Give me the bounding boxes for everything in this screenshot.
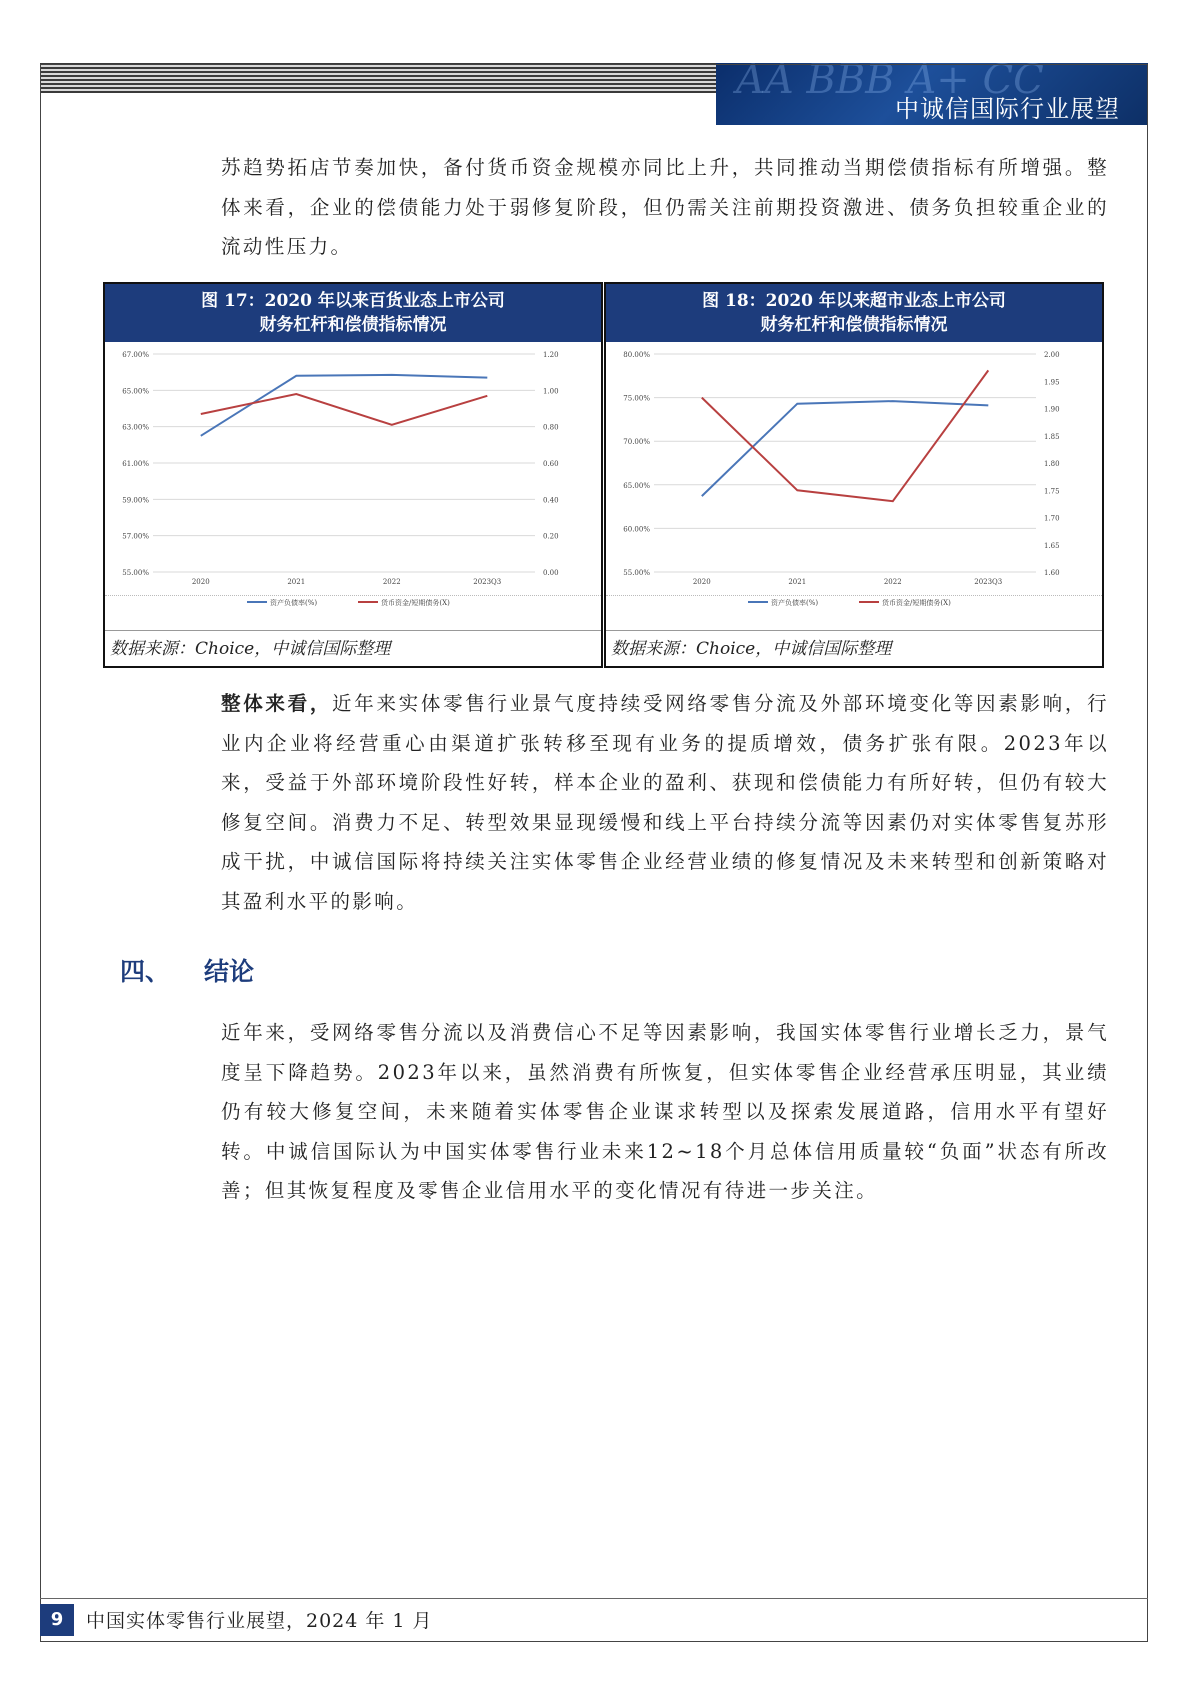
figure-18 (604, 282, 1104, 668)
paragraph-overall (221, 684, 1109, 921)
y-right-tick-label: 1.60 (1044, 569, 1060, 577)
y-right-tick-label: 0.80 (543, 423, 559, 432)
y-left-tick-label: 63.00% (122, 423, 149, 432)
y-left-tick-label: 65.00% (623, 481, 650, 490)
legend-entry: 货币资金/短期债务(X) (381, 599, 450, 607)
section-title: 结论 (204, 957, 255, 986)
figure-17-source: 数据来源：Choice，中诚信国际整理 (105, 630, 601, 666)
legend-entry: 货币资金/短期债务(X) (882, 599, 951, 607)
y-right-tick-label: 1.70 (1044, 514, 1060, 523)
x-tick-label: 2023Q3 (974, 578, 1003, 586)
figure-18-source: 数据来源：Choice，中诚信国际整理 (606, 630, 1102, 666)
chart-17-department-stores (107, 344, 601, 628)
y-right-tick-label: 1.85 (1044, 432, 1060, 441)
paragraph-liquidity: 苏趋势拓店节奏加快，备付货币资金规模亦同比上升，共同推动当期偿债指标有所增强。整体来看，企业的偿债能力处于弱修复阶段，但仍需关注前期投资激进、债务负担较重企业的流动性压力。 (221, 156, 1109, 258)
paragraph-conclusion: 近年来，受网络零售分流以及消费信心不足等因素影响，我国实体零售行业增长乏力，景气度呈下降趋势。2023年以来，虽然消费有所恢复，但实体零售企业经营承压明显，其业绩仍有较大修复空间，未来随着实体零售企业谋求转型以及探索发展道路，信用水平有望好转。中诚信国际认为中国实体零售行业未来12~18个月总体信用质量较“负面”状态有所改善；但其恢复程度及零售企业信用水平的变化情况有待进一步关注。 (221, 1021, 1109, 1202)
y-right-tick-label: 1.00 (543, 387, 559, 396)
footer-report-title: 中国实体零售行业展望，2024 年 1 月 (86, 1610, 433, 1632)
y-left-tick-label: 55.00% (623, 569, 650, 577)
y-right-tick-label: 1.80 (1044, 460, 1060, 468)
y-right-tick-label: 2.00 (1044, 351, 1060, 359)
series-line-cash-to-short-debt (702, 370, 989, 501)
figure-17-title-line2: 财务杠杆和偿债指标情况 (259, 315, 447, 335)
y-left-tick-label: 67.00% (122, 351, 149, 359)
figure-18-title-line2: 财务杠杆和偿债指标情况 (760, 315, 948, 335)
y-left-tick-label: 70.00% (623, 438, 650, 447)
y-left-tick-label: 60.00% (623, 525, 650, 534)
figure-18-title (606, 284, 1102, 342)
y-right-tick-label: 0.20 (543, 532, 559, 541)
y-left-tick-label: 59.00% (122, 496, 149, 505)
series-line-debt-ratio (702, 401, 989, 496)
x-tick-label: 2021 (788, 578, 807, 586)
y-right-tick-label: 0.00 (543, 569, 559, 577)
y-right-tick-label: 0.60 (543, 460, 559, 468)
y-right-tick-label: 0.40 (543, 496, 559, 505)
figure-17-title (105, 284, 601, 342)
y-right-tick-label: 1.90 (1044, 405, 1060, 414)
y-left-tick-label: 75.00% (623, 394, 650, 403)
x-tick-label: 2020 (692, 578, 711, 586)
y-right-tick-label: 1.75 (1044, 487, 1060, 496)
x-tick-label: 2022 (883, 578, 902, 586)
x-tick-label: 2022 (382, 578, 401, 586)
paragraph-overall-lead: 整体来看， (221, 692, 333, 715)
x-tick-label: 2020 (191, 578, 210, 586)
y-right-tick-label: 1.95 (1044, 378, 1060, 387)
section-number: 四、 (120, 957, 171, 986)
y-left-tick-label: 55.00% (122, 569, 149, 577)
y-left-tick-label: 61.00% (122, 460, 149, 468)
page-number: 9 (40, 1604, 74, 1636)
legend-entry: 资产负债率(%) (270, 599, 318, 607)
y-left-tick-label: 80.00% (623, 351, 650, 359)
paragraph-overall-body: 近年来实体零售行业景气度持续受网络零售分流及外部环境变化等因素影响，行业内企业将经营重心由渠道扩张转移至现有业务的提质增效，债务扩张有限。2023年以来，受益于外部环境阶段性好转，样本企业的盈利、获现和偿债能力有所好转，但仍有较大修复空间。消费力不足、转型效果显现缓慢和线上平台持续分流等因素仍对实体零售复苏形成干扰，中诚信国际将持续关注实体零售企业经营业绩的修复情况及未来转型和创新策略对其盈利水平的影响。 (221, 692, 1109, 913)
legend-entry: 资产负债率(%) (771, 599, 819, 607)
chart-18-supermarkets (608, 344, 1102, 628)
y-right-tick-label: 1.65 (1044, 541, 1060, 550)
y-left-tick-label: 65.00% (122, 387, 149, 396)
brand-title: 中诚信国际行业展望 (895, 95, 1120, 123)
x-tick-label: 2021 (287, 578, 306, 586)
y-left-tick-label: 57.00% (122, 532, 149, 541)
x-tick-label: 2023Q3 (473, 578, 502, 586)
footer-divider (40, 1598, 1148, 1599)
figure-17 (103, 282, 603, 668)
y-right-tick-label: 1.20 (543, 351, 559, 359)
figure-17-title-line1: 图 17：2020 年以来百货业态上市公司 (201, 291, 505, 311)
banner-decor-text: AA BBB A+ CC (736, 63, 1044, 103)
figure-18-title-line1: 图 18：2020 年以来超市业态上市公司 (702, 291, 1006, 311)
